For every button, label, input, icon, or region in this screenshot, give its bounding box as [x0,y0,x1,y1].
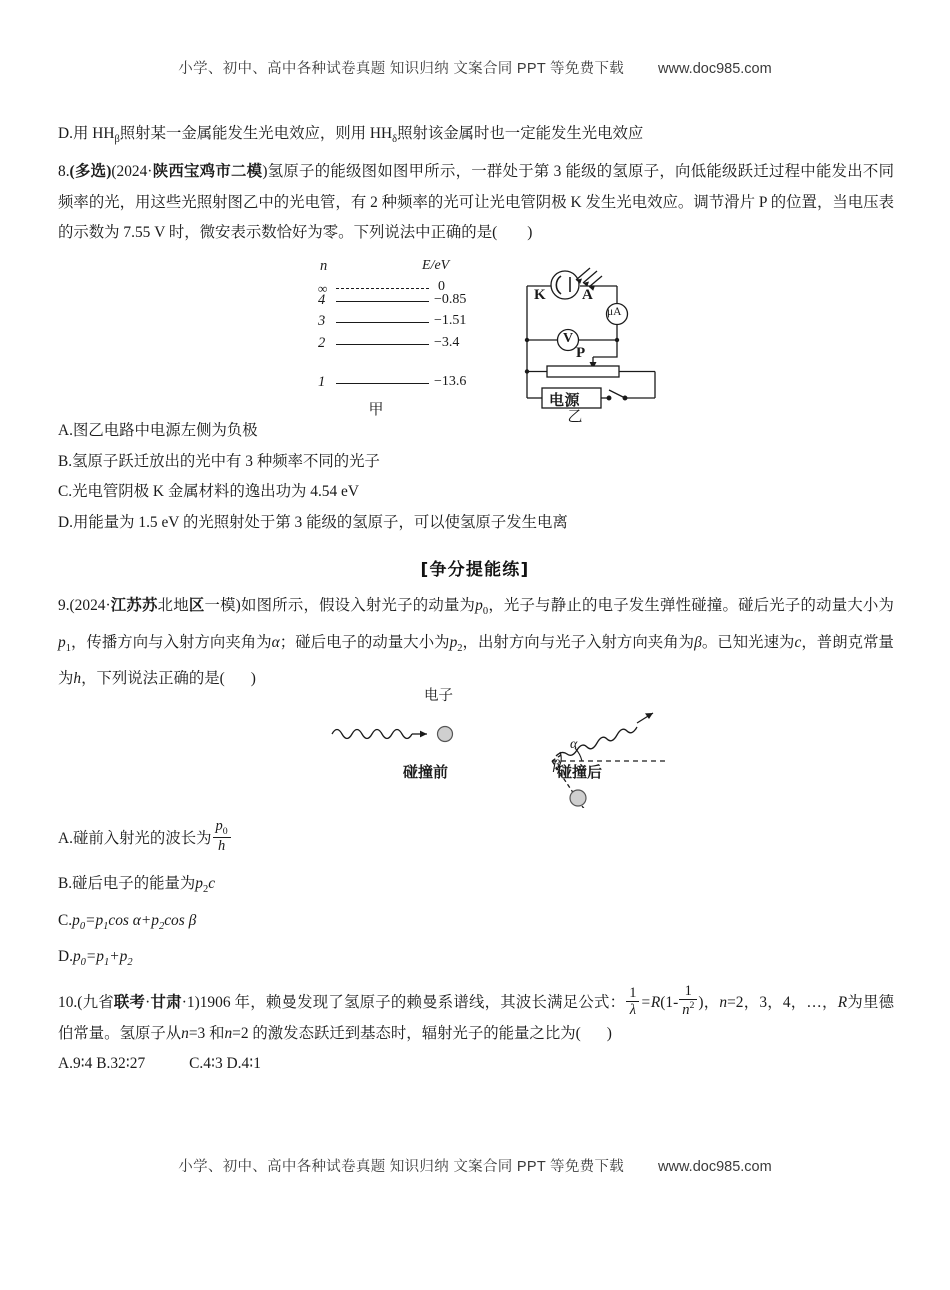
q10-option-c-label: C. [189,1055,204,1072]
q8-stem-text: 氢原子的能级图如图甲所示，一群处于第 3 能级的氢原子，向低能级跃迁过程中能发出不同频率的光，用这些光照射图乙中的光电管，有 2 种频率的光可让光电管阴极 K 发生光电效应。调节滑片 P 的位置，当电压表的示数为 7.55 V 时，微安表示数恰好为零。下列说法中正确的是( [58,163,894,241]
q10-formula-rhs-den-sup: 2 [689,1000,695,1012]
q10-stem-a: 1906 年，赖曼发现了氢原子的赖曼系谱线，其波长满足公式： [199,994,626,1012]
q9-sym-alpha: α [271,633,280,651]
q8-source-close: ) [262,163,268,180]
q9-option-b-sym-sub: 2 [202,884,209,896]
q10-sym-n2: n [224,1024,233,1042]
angle-beta-label: β [553,758,560,773]
cathode-arc [556,276,561,294]
energy-level-n-inf-label: ∞ [318,281,328,296]
q8-number: 8. [58,163,70,180]
q9-source-bold-1: 江苏苏 [110,597,158,614]
energy-level-n4-label: 4 [318,292,326,308]
q10-formula-rhs-num: 1 [684,983,692,999]
q7-option-d-line: D.用 $HH_\beta$照射某一金属能发生光电效应，则用 $HH_\delta$照射该金属时也一定能发生光电效应 [58,125,644,146]
q10-n2-val: =2 的激发态跃迁到基态时，辐射光子的能量之比为( [232,1024,581,1042]
phototube-envelope [551,271,579,299]
energy-level-n1-line [336,383,429,384]
q10-formula-R: R [837,994,848,1012]
energy-level-n-inf-line [336,288,429,289]
q9-source-mid-2: 一模) [204,597,241,614]
q9-option-a-fraction [213,818,231,854]
q9-source-open: (2024· [69,597,111,614]
q9-option-c-label: C. [58,911,73,929]
q7-option-d-text-2: 照射某一金属能发生光电效应，则用 H [119,125,381,142]
q9-option-b-label: B. [58,874,73,892]
circuit-svg [505,262,680,414]
question-8 [58,157,894,249]
q9-option-b-text: 碰后电子的能量为 [72,874,196,892]
switch-contact [623,396,627,400]
q10-source-open: (九省 [77,994,114,1012]
q7-option-d-sub-2: δ [392,134,398,146]
q7-option-d-sub-1: β [114,134,120,146]
q8-option-b-text: 氢原子跃迁放出的光中有 3 种频率不同的光子 [72,452,380,470]
incident-photon-wave [332,730,412,739]
q9-option-b [58,869,894,906]
q7-option-d-text-3: 照射该金属时也一定能发生光电效应 [397,125,644,142]
energy-level-n4-line [336,301,429,302]
q9-option-a-frac-num-sub: 0 [222,825,228,837]
q8-source-open: (2024· [111,163,153,180]
after-collision-label: 碰撞后 [557,765,603,781]
q9-option-a [58,818,894,859]
q9-option-a-frac-num-sym: p [215,818,223,834]
scattered-photon-arrowhead [645,713,653,719]
q10-formula-lhs [626,985,639,1018]
wire-slider-feed [593,340,617,357]
q10-option-d-label: D. [226,1055,242,1072]
junction-dot-left-mid [525,338,529,342]
before-collision-label: 碰撞前 [403,765,449,781]
q9-sym-p1: p [58,633,66,651]
q10-formula-lhs-num: 1 [629,984,637,1001]
electron-momentum-arrow-line [582,806,596,808]
energy-level-n2-label: 2 [318,335,326,351]
q8-stem-end: ) [527,224,533,241]
incident-photon-arrowhead [420,731,427,738]
q10-source-bold-2: 甘肃 [150,994,182,1012]
q9-sym-p1-sub: 1 [65,642,71,654]
electron-label: 电子 [424,688,453,704]
q10-formula-lhs-den: λ [626,1001,639,1018]
q10-formula-eq: =R [640,994,661,1012]
q7-tail-option-d [58,119,894,156]
junction-dot-right-mid [615,338,619,342]
q8-option-b [58,447,894,478]
q9-stem-f: 。已知光速为 [701,633,795,651]
q8-option-c [58,477,894,508]
q9-option-c [58,906,894,943]
q10-option-b-label: B. [96,1055,111,1072]
energy-level-n2-line [336,344,429,345]
q10-option-c-value: 4∶3 [203,1055,223,1072]
q9-option-a-frac-den: h [213,837,231,854]
q8-option-d-label: D. [58,513,73,531]
q9-source-bold-3: 区 [188,597,205,614]
q7-option-d-label: D. [58,125,73,142]
figure-circuit-caption: 乙 [567,409,583,425]
q8-option-d-text: 用能量为 1.5 eV 的光照射处于第 3 能级的氢原子，可以使氢原子发生电离 [72,513,568,531]
q9-stem-g: ，普朗克常量为 [58,633,894,688]
q8-option-d [58,508,894,539]
q9-stem-c: ，传播方向与入射方向夹角为 [70,633,272,651]
q10-formula-n-vals: =2，3，4，…， [727,994,838,1012]
q9-sym-p2: p [449,633,458,651]
q8-option-c-text: 光电管阴极 K 金属材料的逸出功为 4.54 eV [72,483,359,500]
energy-level-n3-label: 3 [318,313,326,329]
q9-stem-h: ，下列说法正确的是( [81,670,225,688]
voltmeter-label: V [563,331,574,346]
q10-stem-b: 为里德伯常量。氢原子从 [58,994,894,1042]
scattered-photon-wave [556,727,637,756]
switch-blade [609,390,625,398]
footer-watermark-url: www.doc985.com [658,1159,772,1175]
figure-photoelectric-circuit [505,262,680,425]
q9-stem-end: ) [250,670,256,688]
q9-stem [58,591,894,695]
compton-svg [320,688,665,808]
q10-formula-rhs-fraction [679,983,697,1018]
q9-option-c-formula: $p_0=p_1\cos$ $\alpha+p_2\cos$ β [72,911,197,932]
q9-option-a-frac-num [213,818,231,837]
energy-axis-n-label: n [320,258,328,274]
q10-stem [58,983,894,1049]
anode-label-A: A [582,287,593,303]
electron-before [438,727,453,742]
figure-energy-caption: 甲 [368,402,384,418]
q7-option-d-text-1: 用 H [72,125,104,142]
microammeter-label: μA [607,306,622,318]
header-watermark [0,57,950,78]
q9-number: 9. [58,597,70,614]
q8-source-bold: 陕西宝鸡市二模 [152,163,263,180]
q8-option-a-label: A. [58,422,73,439]
q10-option-a-label: A. [58,1055,73,1072]
rheostat-body [547,366,619,377]
q9-sym-beta: β [694,633,702,651]
footer-watermark [0,1155,950,1176]
q10-number: 10. [58,994,78,1012]
q8-option-c-label: C. [58,483,73,500]
q10-options-line [58,1049,894,1080]
q10-option-a-value: 9∶4 [72,1055,93,1072]
q8-option-a [58,416,894,447]
question-9 [58,591,894,695]
electron-after [570,790,586,806]
q9-option-d [58,942,894,979]
q9-option-b-sym-tail: c [208,874,216,892]
q10-formula-n: n [719,994,728,1012]
q9-sym-h: h [73,670,82,688]
q10-formula-paren-open: (1- [660,994,679,1012]
q9-sym-p2-sub: 2 [457,642,463,654]
q9-option-d-formula: $p_0=p_1+p_2$ [72,948,133,969]
q10-source-bold-1: 联考 [113,994,146,1012]
energy-level-n3-value: −1.51 [434,313,467,328]
q10-formula-rhs-den-sym: n [682,1002,690,1019]
q10-formula-rhs-den [679,999,697,1018]
cathode-label-K: K [534,287,546,303]
question-10 [58,983,894,1049]
q9-option-d-label: D. [58,948,73,966]
figure-compton-scattering [320,688,665,808]
q10-options [58,1049,894,1080]
q8-options [58,416,894,538]
q9-source-mid-1: 北地 [157,597,189,614]
energy-level-n1-label: 1 [318,374,326,390]
energy-axis-E-label: E/eV [422,258,450,273]
q10-sym-n1: n [181,1024,189,1042]
power-source-label: 电源 [549,393,581,409]
q9-stem-b: ，光子与静止的电子发生弹性碰撞。碰后光子的动量大小为 [488,597,894,614]
q9-sym-p0-sub: 0 [482,606,489,618]
q10-option-b-value: 32∶27 [110,1055,146,1072]
q9-option-b-sym: p [195,874,203,892]
section-banner: [争分提能练] [420,560,530,580]
q9-stem-e: ，出射方向与光子入射方向夹角为 [462,633,695,651]
figure-energy-level-diagram [318,258,518,418]
q10-n1-val: =3 和 [188,1024,225,1042]
q9-option-a-text: 碰前入射光的波长为 [72,829,212,847]
angle-alpha-label: α [570,737,578,752]
footer-watermark-text: 小学、初中、高中各种试卷真题 知识归纳 文案合同 PPT 等免费下载 [178,1159,625,1175]
q10-option-d-value: 4∶1 [241,1055,261,1072]
q10-formula-close: )， [698,994,720,1012]
junction-dot-left-lower [525,369,529,373]
header-watermark-text: 小学、初中、高中各种试卷真题 知识归纳 文案合同 PPT 等免费下载 [178,61,625,77]
energy-level-n3-line [336,322,429,323]
q10-source-dot-1: · [145,994,151,1012]
q9-option-a-label: A. [58,829,73,847]
q9-sym-p0: p [475,597,483,614]
q9-sym-c: c [794,633,802,651]
q9-stem-d: ；碰后电子的动量大小为 [279,633,450,651]
energy-level-n1-value: −13.6 [434,374,467,389]
energy-level-n2-value: −3.4 [434,335,460,350]
header-watermark-url: www.doc985.com [658,61,772,77]
q10-stem-end: ) [606,1024,612,1042]
q8-multi-tag: (多选) [69,163,112,180]
q9-stem-a: 如图所示，假设入射光子的动量为 [240,597,476,614]
energy-level-n4-value: −0.85 [434,292,467,307]
q8-option-a-text: 图乙电路中电源左侧为负极 [72,422,258,439]
energy-level-n-inf-value: 0 [438,279,445,294]
q10-source-close: ·1) [181,994,200,1012]
slider-label-P: P [576,345,586,361]
q8-option-b-label: B. [58,452,73,470]
q9-options [58,818,894,979]
q8-stem [58,157,894,249]
